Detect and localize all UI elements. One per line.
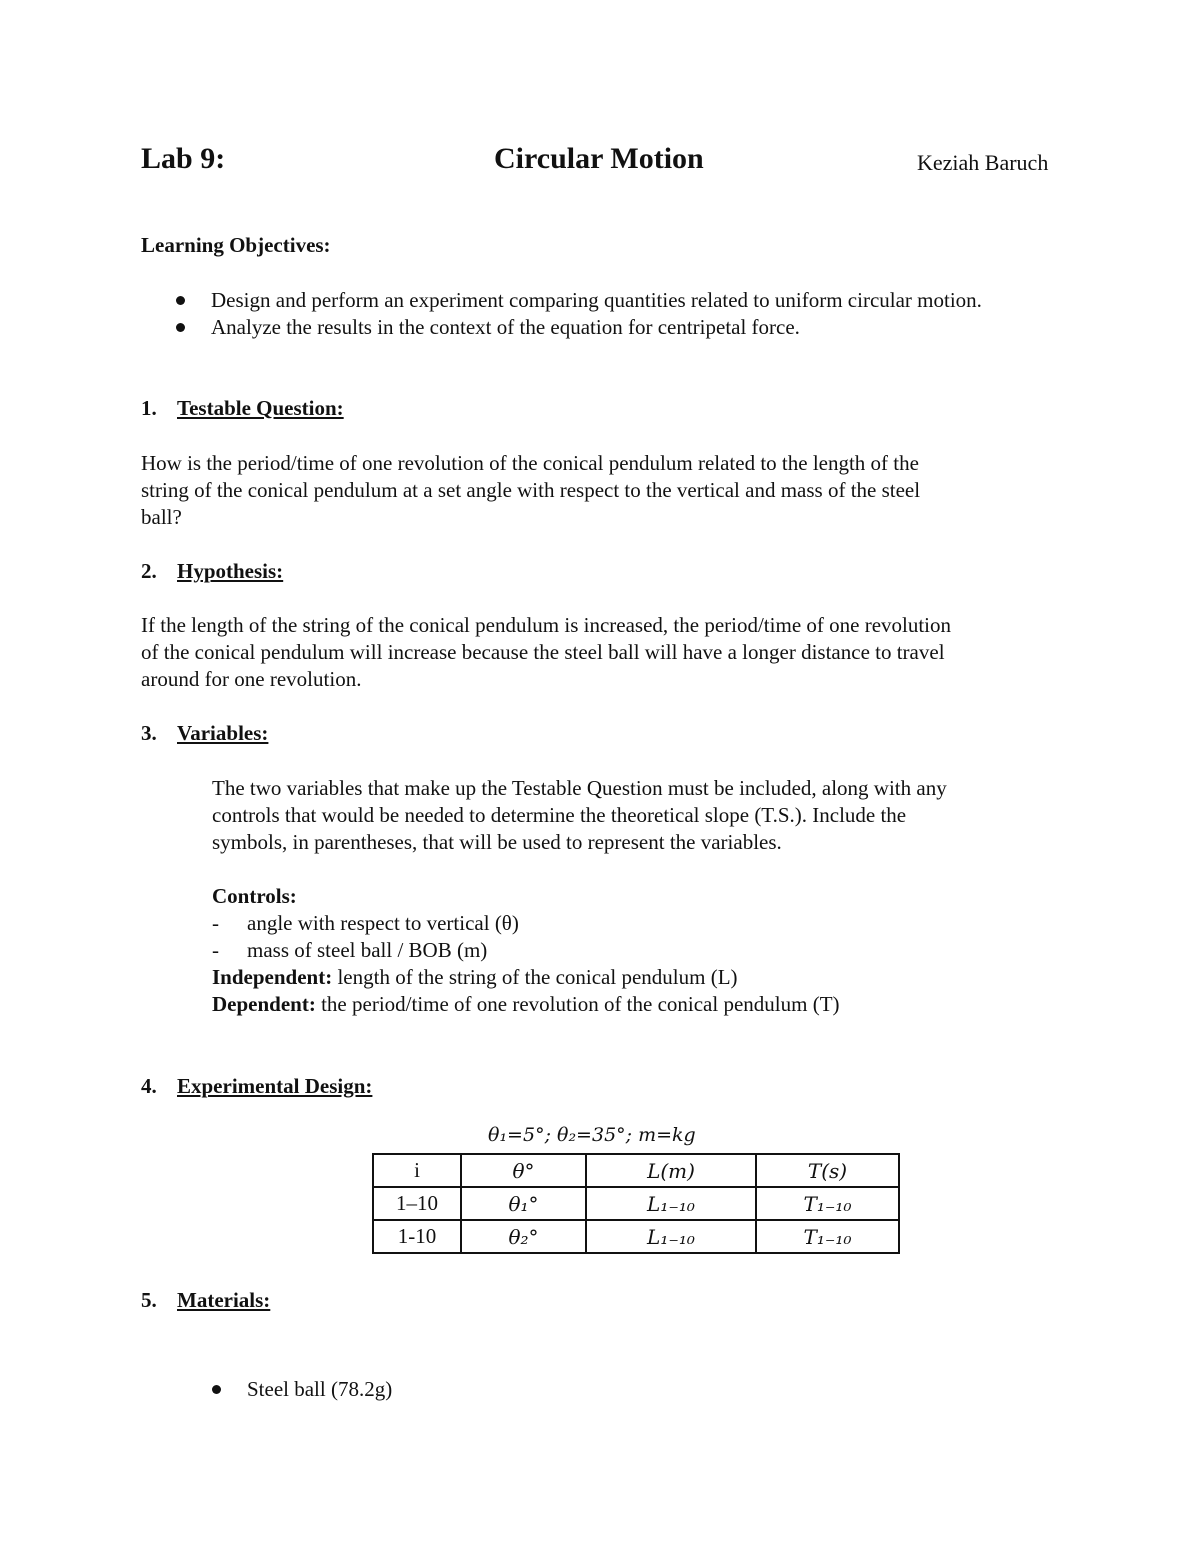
section-3-heading: Variables: bbox=[177, 721, 269, 745]
control-item-mass: mass of steel ball / BOB (m) bbox=[247, 938, 488, 962]
controls-label: Controls: bbox=[212, 884, 297, 908]
independent-label: Independent: bbox=[212, 965, 333, 989]
independent-text: length of the string of the conical pendulum (L) bbox=[337, 965, 738, 989]
material-item: Steel ball (78.2g) bbox=[247, 1377, 393, 1401]
dash-marker: - bbox=[212, 938, 219, 962]
section-4-heading: Experimental Design: bbox=[177, 1074, 373, 1098]
table-header-row bbox=[373, 1154, 899, 1187]
objective-item: Analyze the results in the context of the equation for centripetal force. bbox=[211, 315, 800, 339]
author-name: Keziah Baruch bbox=[917, 150, 1049, 175]
dependent-variable-line bbox=[212, 991, 840, 1018]
objective-item: Design and perform an experiment comparing quantities related to uniform circular motion. bbox=[211, 288, 982, 312]
table-row bbox=[373, 1187, 899, 1220]
variables-instruction-line: controls that would be needed to determine the theoretical slope (T.S.). Include the bbox=[212, 803, 907, 827]
control-item-angle: angle with respect to vertical (θ) bbox=[247, 911, 519, 935]
table-cell: T₁₋₁₀ bbox=[756, 1220, 899, 1253]
table-header-cell: i bbox=[373, 1154, 461, 1187]
table-cell: L₁₋₁₀ bbox=[586, 1220, 756, 1253]
section-1-number: 1. bbox=[141, 396, 157, 420]
table-header-cell: θ° bbox=[461, 1154, 586, 1187]
bullet-icon bbox=[212, 1385, 221, 1394]
section-5-number: 5. bbox=[141, 1288, 157, 1312]
dependent-label: Dependent: bbox=[212, 992, 316, 1016]
lab-number: Lab 9: bbox=[141, 142, 226, 175]
table-header-cell: L(m) bbox=[586, 1154, 756, 1187]
hypothesis-line: around for one revolution. bbox=[141, 667, 362, 691]
bullet-icon bbox=[176, 296, 185, 305]
objectives-heading: Learning Objectives: bbox=[141, 233, 331, 257]
document-title: Circular Motion bbox=[494, 142, 704, 175]
section-4-number: 4. bbox=[141, 1074, 157, 1098]
table-cell: θ₂° bbox=[461, 1220, 586, 1253]
experimental-design-table bbox=[372, 1153, 900, 1254]
table-cell: θ₁° bbox=[461, 1187, 586, 1220]
question-line: string of the conical pendulum at a set angle with respect to the vertical and mass of the steel bbox=[141, 478, 921, 502]
hypothesis-line: If the length of the string of the conical pendulum is increased, the period/time of one revolution bbox=[141, 613, 952, 637]
question-line: How is the period/time of one revolution of the conical pendulum related to the length of the bbox=[141, 451, 919, 475]
hypothesis-line: of the conical pendulum will increase because the steel ball will have a longer distance to travel bbox=[141, 640, 945, 664]
section-5-heading: Materials: bbox=[177, 1288, 271, 1312]
section-3-number: 3. bbox=[141, 721, 157, 745]
table-cell: L₁₋₁₀ bbox=[586, 1187, 756, 1220]
independent-variable-line bbox=[212, 964, 738, 991]
table-header-cell: T(s) bbox=[756, 1154, 899, 1187]
table-cell: 1-10 bbox=[373, 1220, 461, 1253]
table-row bbox=[373, 1220, 899, 1253]
dash-marker: - bbox=[212, 911, 219, 935]
section-2-heading: Hypothesis: bbox=[177, 559, 284, 583]
dependent-text: the period/time of one revolution of the conical pendulum (T) bbox=[321, 992, 840, 1016]
table-cell: T₁₋₁₀ bbox=[756, 1187, 899, 1220]
section-2-number: 2. bbox=[141, 559, 157, 583]
section-1-heading: Testable Question: bbox=[177, 396, 344, 420]
table-cell: 1–10 bbox=[373, 1187, 461, 1220]
variables-instruction-line: symbols, in parentheses, that will be used to represent the variables. bbox=[212, 830, 782, 854]
bullet-icon bbox=[176, 323, 185, 332]
question-line: ball? bbox=[141, 505, 182, 529]
design-caption: θ₁=5°; θ₂=35°; m=kg bbox=[488, 1124, 696, 1146]
variables-instruction-line: The two variables that make up the Testable Question must be included, along with any bbox=[212, 776, 947, 800]
